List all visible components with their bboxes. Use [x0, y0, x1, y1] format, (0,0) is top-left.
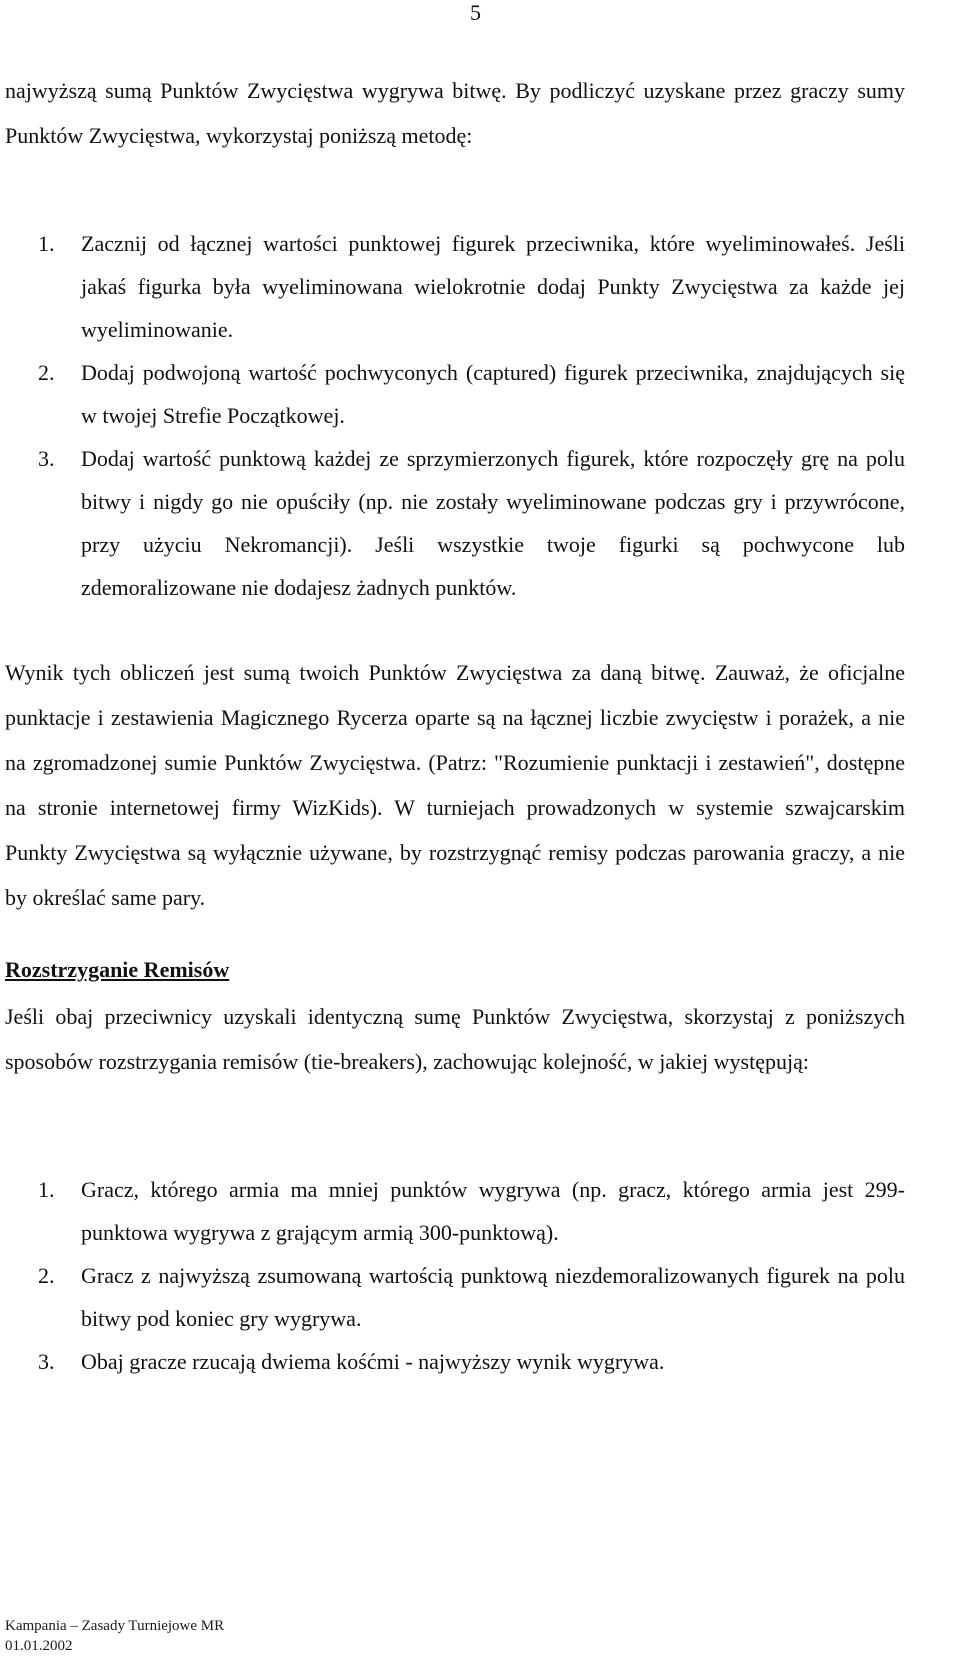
footer-title: Kampania – Zasady Turniejowe MR — [5, 1618, 225, 1634]
list-item — [5, 351, 905, 437]
list-item-text: Gracz z najwyższą zsumowaną wartością punktową niezdemoralizowanych figurek na polu bitwy pod koniec gry wygrywa. — [81, 1263, 905, 1331]
result-paragraph: Wynik tych obliczeń jest sumą twoich Punktów Zwycięstwa za daną bitwę. Zauważ, że oficjalne punktacje i zestawienia Magicznego Rycerza oparte są na łącznej liczbie zwycięstw i porażek, a nie na zgromadzonej sumie Punktów Zwycięstwa. (Patrz: "Rozumienie punktacji i zestawień", dostępne na stronie internetowej firmy WizKids). W turniejach prowadzonych w systemie szwajcarskim Punkty Zwycięstwa są wyłącznie używane, by rozstrzygnąć remisy podczas parowania graczy, a nie by określać same pary. — [5, 660, 905, 910]
intro-paragraph: najwyższą sumą Punktów Zwycięstwa wygrywa bitwę. By podliczyć uzyskane przez graczy sumy Punktów Zwycięstwa, wykorzystaj poniższą metodę: — [5, 78, 905, 148]
footer-date: 01.01.2002 — [5, 1638, 73, 1654]
list-item-number: 3. — [38, 446, 55, 471]
list-item-number: 1. — [38, 1177, 55, 1202]
list-item — [5, 1168, 905, 1254]
list-item-text: Gracz, którego armia ma mniej punktów wygrywa (np. gracz, którego armia jest 299-punktowa wygrywa z grającym armią 300-punktową). — [81, 1177, 905, 1245]
list-item-number: 1. — [38, 231, 55, 256]
scoring-steps-list — [5, 222, 905, 609]
page-number: 5 — [470, 0, 481, 25]
list-item-text: Zacznij od łącznej wartości punktowej figurek przeciwnika, które wyeliminowałeś. Jeśli jakaś figurka była wyeliminowana wielokrotnie dodaj Punkty Zwycięstwa za każde jej wyeliminowanie. — [81, 231, 905, 342]
list-item-text: Obaj gracze rzucają dwiema kośćmi - najwyższy wynik wygrywa. — [81, 1349, 665, 1374]
tiebreak-steps-list — [5, 1168, 905, 1383]
list-item-number: 3. — [38, 1349, 55, 1374]
list-item — [5, 1340, 905, 1383]
page-footer — [5, 1616, 224, 1656]
list-item-number: 2. — [38, 360, 55, 385]
section-heading: Rozstrzyganie Remisów — [5, 957, 230, 982]
list-item-number: 2. — [38, 1263, 55, 1288]
list-item — [5, 437, 905, 609]
list-item-text: Dodaj podwojoną wartość pochwyconych (captured) figurek przeciwnika, znajdujących się w twojej Strefie Początkowej. — [81, 360, 905, 428]
list-item-text: Dodaj wartość punktową każdej ze sprzymierzonych figurek, które rozpoczęły grę na polu bitwy i nigdy go nie opuściły (np. nie zostały wyeliminowane podczas gry i przywrócone, przy użyciu Nekromancji). Jeśli wszystkie twoje figurki są pochwycone lub zdemoralizowane nie dodajesz żadnych punktów. — [81, 446, 905, 600]
list-item — [5, 222, 905, 351]
list-item — [5, 1254, 905, 1340]
tiebreak-intro-paragraph: Jeśli obaj przeciwnicy uzyskali identyczną sumę Punktów Zwycięstwa, skorzystaj z poniższych sposobów rozstrzygania remisów (tie-breakers), zachowując kolejność, w jakiej występują: — [5, 1004, 905, 1074]
